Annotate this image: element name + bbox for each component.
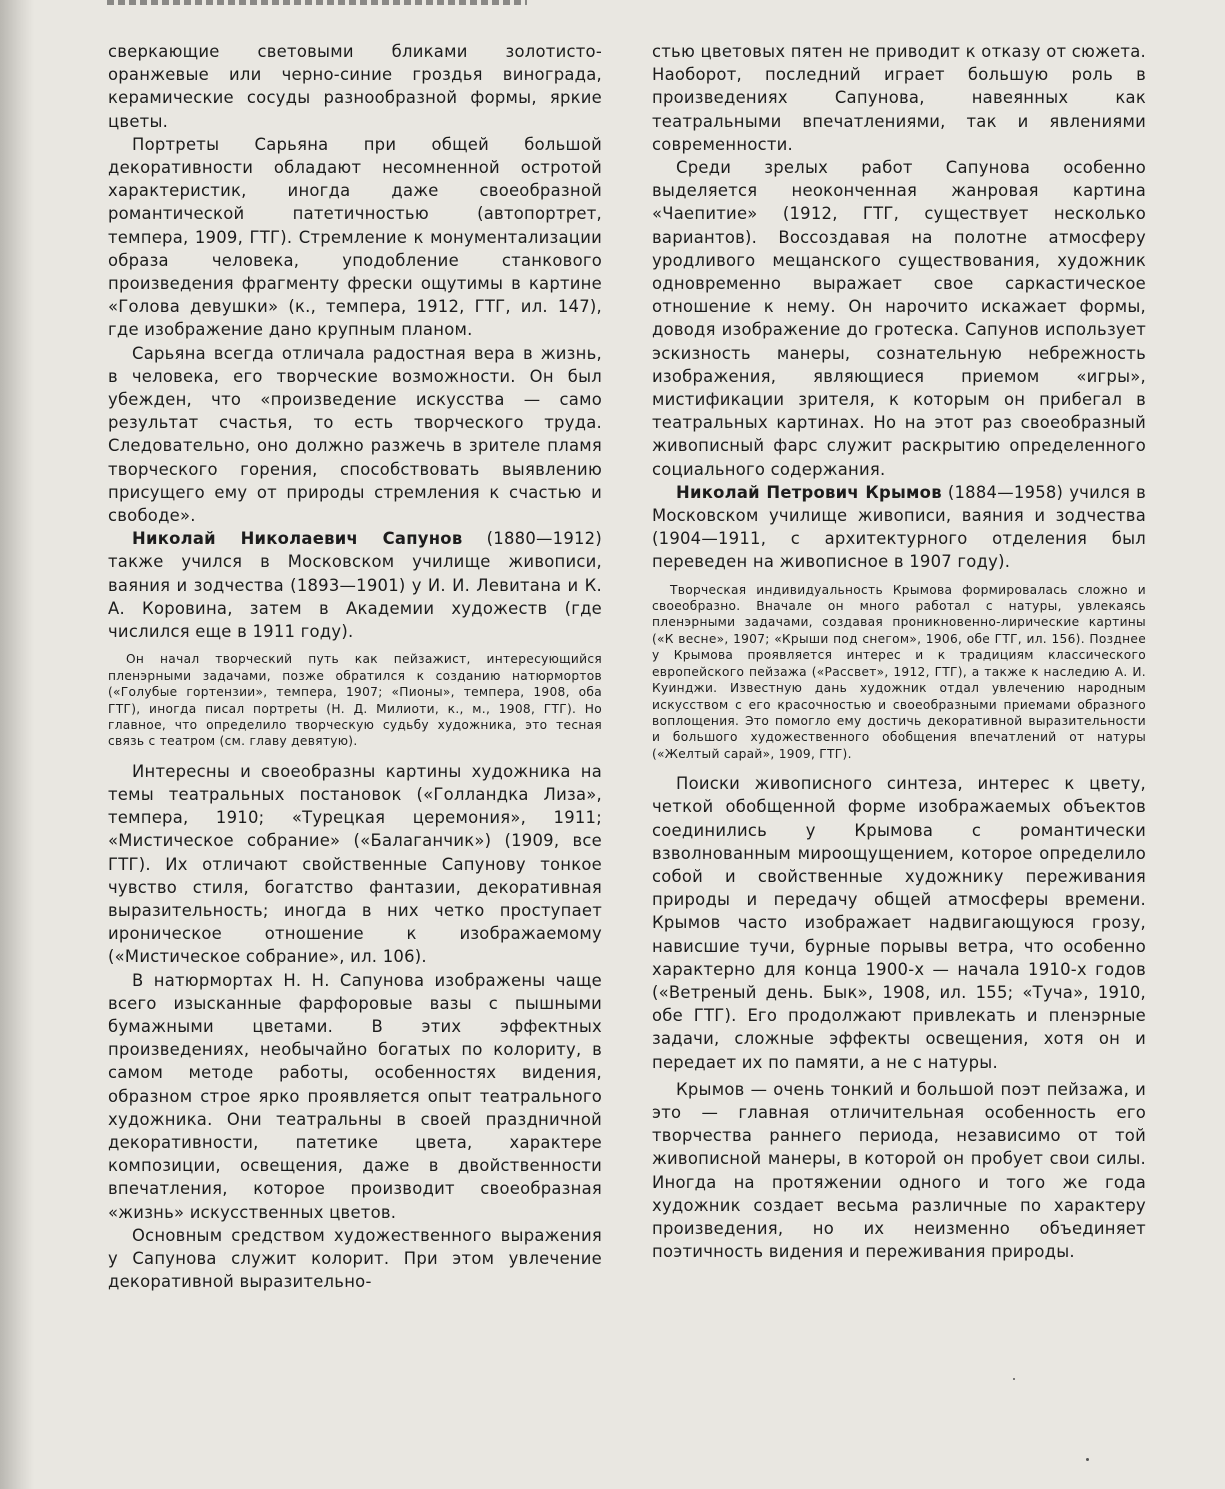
- paragraph: Сарьяна всегда отличала радостная вера в жизнь, в человека, его творческие возможности. Он был убежден, что «произведение искусства — само результат счастья, то есть творческого труда. Следовательно, оно должно разжечь в зрителе пламя творческого горения, способствовать выявлению присущего ему от природы стремления к счастью и свободе».: [108, 343, 602, 526]
- print-speck: [1013, 1378, 1015, 1380]
- paragraph: стью цветовых пятен не приводит к отказу от сюжета. Наоборот, последний играет большую роль в произведениях Сапунова, навеянных как театральными впечатлениями, так и явлениями современности.: [652, 42, 1146, 154]
- paragraph: Основным средством художественного выражения у Сапунова служит колорит. При этом увлечение декоративной выразительно-: [108, 1225, 602, 1292]
- paragraph: Поиски живописного синтеза, интерес к цвету, четкой обобщенной форме изображаемых объектов соединились у Крымова с романтически взволнованным мироощущением, которое определило собой и свойственные художнику переживания природы и передачу общей атмосферы времени. Крымов часто изображает надвигающуюся грозу, нависшие тучи, бурные порывы ветра, что особенно характерно для конца 1900-х — начала 1910-х годов («Ветреный день. Бык», 1908, ил. 155; «Туча», 1910, обе ГТГ). Его продолжают привлекать и пленэрные задачи, сложные эффекты освещения, хотя он и передает их по памяти, а не с натуры.: [652, 774, 1146, 1072]
- paragraph-krymov-intro: [652, 481, 1146, 574]
- artist-name: Николай Петрович Крымов: [676, 482, 942, 502]
- book-page: [108, 40, 1148, 1440]
- paragraph: В натюрмортах Н. Н. Сапунова изображены чаще всего изысканные фарфоровые вазы с пышными бумажными цветами. В этих эффектных произведениях, необычайно богатых по колориту, в самом методе работы, особенностях видения, образном строе ярко проявляется опыт театрального художника. Они театральны в своей праздничной декоративности, патетике цвета, характере композиции, освещения, даже в двойственности впечатления, которое производит своеобразная «жизнь» искусственных цветов.: [108, 970, 602, 1222]
- paragraph: Крымов — очень тонкий и большой поэт пейзажа, и это — главная отличительная особенность его творчества раннего периода, независимо от той живописной манеры, в которой он пробует свои силы. Иногда на протяжении одного и того же года художник создает весьма различные по характеру произведения, но их неизменно объединяет поэтичность видения и переживания природы.: [652, 1079, 1146, 1262]
- print-speck: [1086, 1458, 1089, 1461]
- small-print-note: Творческая индивидуальность Крымова формировалась сложно и своеобразно. Вначале он много работал с натуры, увлекаясь пленэрными задачами, создавая проникновенно-лирические картины («К весне», 1907; «Крыши под снегом», 1906, обе ГТГ, ил. 156). Позднее у Крымова проявляется интерес и к традициям классического европейского пейзажа («Рассвет», 1912, ГТГ), а также к наследию А. И. Куинджи. Известную дань художник отдал увлечению народным искусством с его красочностью и своеобразными приемами образного воплощения. Это помогло ему достичь декоративной выразительности и большого художественного обобщения впечатлений от натуры («Желтый сарай», 1909, ГТГ).: [652, 582, 1146, 761]
- paragraph: сверкающие световыми бликами золотисто-оранжевые или черно-синие гроздья винограда, керамические сосуды разнообразной формы, яркие цветы.: [108, 42, 602, 131]
- artist-name: Николай Николаевич Сапунов: [132, 529, 463, 549]
- page-gutter-shadow: [0, 0, 34, 1489]
- paragraph-text: (1884—1958) учился в Московском училище живописи, ваяния и зодчества (1904—1911, с архитектурного отделения был переведен на живописное в 1907 году).: [652, 482, 1147, 572]
- paragraph-text: (1880—1912) также учился в Московском училище живописи, ваяния и зодчества (1893—1901) у И. И. Левитана и К. А. Коровина, затем в Академии художеств (где числился еще в 1911 году).: [108, 529, 602, 642]
- paragraph-sapunov-intro: [108, 527, 602, 643]
- paragraph: Портреты Сарьяна при общей большой декоративности обладают несомненной остротой характеристик, иногда даже своеобразной романтической патетичностью (автопортрет, темпера, 1909, ГТГ). Стремление к монументализации образа человека, уподобление станкового произведения фрагменту фрески ощутимы в картине «Голова девушки» (к., темпера, 1912, ГТГ, ил. 147), где изображение дано крупным планом.: [108, 134, 602, 340]
- left-column: [108, 40, 602, 1440]
- right-column: [652, 40, 1146, 1440]
- paragraph: Среди зрелых работ Сапунова особенно выделяется неоконченная жанровая картина «Чаепитие» (1912, ГТГ, существует несколько вариантов). Воссоздавая на полотне атмосферу уродливого мещанского существования, художник одновременно выражает свое саркастическое отношение к нему. Он нарочито искажает формы, доводя изображение до гротеска. Сапунов использует эскизность манеры, сознательную небрежность изображения, являющиеся приемом «игры», мистификации зрителя, к которым он прибегал в театральных картинах. Но на этот раз своеобразный живописный фарс служит раскрытию определенного социального содержания.: [652, 158, 1146, 479]
- small-print-note: Он начал творческий путь как пейзажист, интересующийся пленэрными задачами, позже обратился к созданию натюрмортов («Голубые гортензии», темпера, 1907; «Пионы», темпера, 1908, оба ГТГ), иногда писал портреты (Н. Д. Милиоти, к., м., 1908, ГТГ). Но главное, что определило творческую судьбу художника, это тесная связь с театром (см. главу девятую).: [108, 652, 602, 749]
- paragraph: Интересны и своеобразны картины художника на темы театральных постановок («Голландка Лиза», темпера, 1910; «Турецкая церемония», 1911; «Мистическое собрание» («Балаганчик») (1909, все ГТГ). Их отличают свойственные Сапунову тонкое чувство стиля, богатство фантазии, декоративная выразительность; иногда в них четко проступает ироническое отношение к изображаемому («Мистическое собрание», ил. 106).: [108, 761, 602, 967]
- top-edge-residue: [107, 0, 527, 5]
